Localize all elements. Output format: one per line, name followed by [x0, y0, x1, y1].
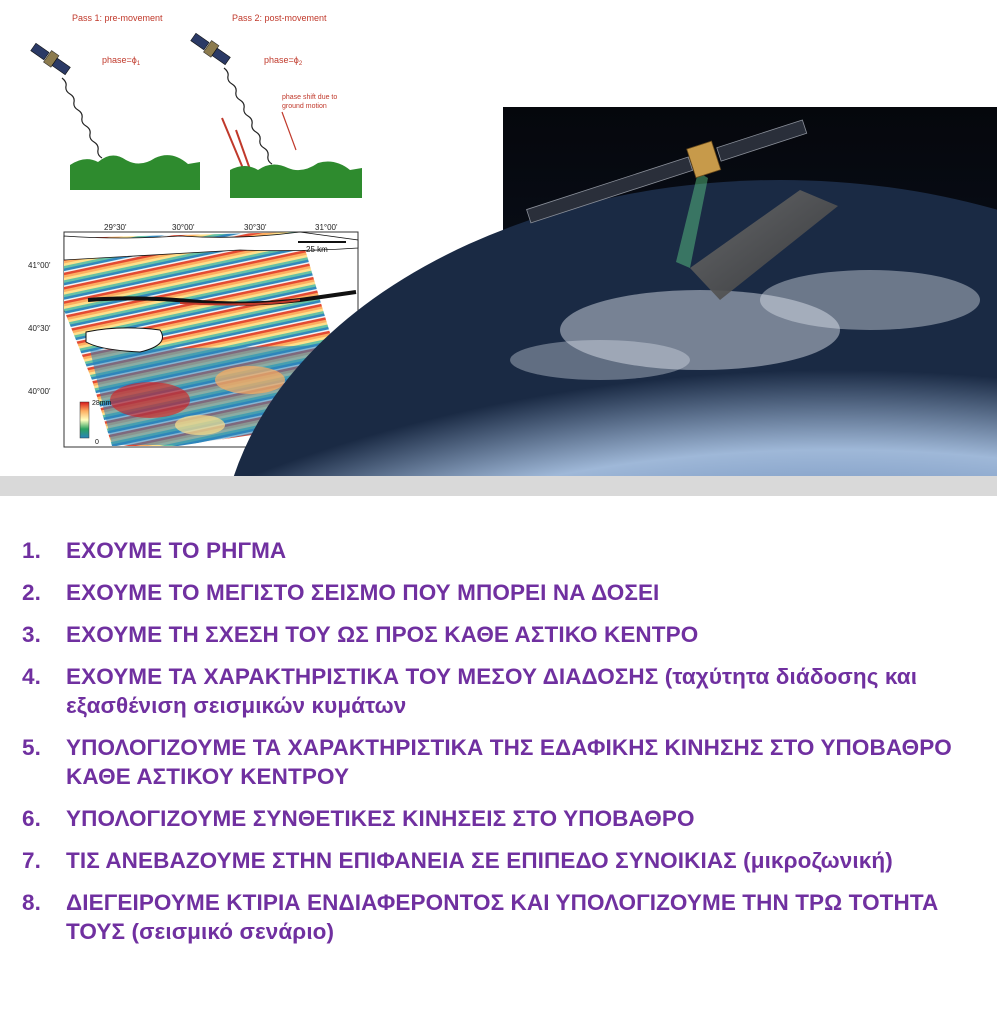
list-item: 7. ΤΙΣ ΑΝΕΒΑΖΟΥΜΕ ΣΤΗΝ ΕΠΙΦΑΝΕΙΑ ΣΕ ΕΠΙΠΕΔΟ ΣΥΝΟΙΚΙΑΣ (μικροζωνική) [22, 848, 893, 873]
ground-2 [230, 162, 362, 198]
figure-panel [0, 0, 997, 476]
satellite-icon [30, 41, 72, 77]
list-item: 3. ΕΧΟΥΜΕ ΤΗ ΣΧΕΣΗ ΤΟΥ ΩΣ ΠΡΟΣ ΚΑΘΕ ΑΣΤΙΚΟ ΚΕΝΤΡΟ [22, 622, 699, 647]
section-divider [0, 476, 997, 496]
list-item: 6. ΥΠΟΛΟΓΙΖΟΥΜΕ ΣΥΝΘΕΤΙΚΕΣ ΚΙΝΗΣΕΙΣ ΣΤΟ ΥΠΟΒΑΘΡΟ [22, 806, 695, 831]
phase2-label: $phase=\phi_2$ [264, 55, 303, 67]
lon-tick-2: 30°00' [172, 223, 195, 232]
lat-tick-1: 41°00' [28, 261, 51, 270]
colorbar [80, 402, 89, 438]
colorbar-min: 0 [95, 439, 99, 446]
steps-list [22, 536, 982, 959]
satellite-icon-2 [190, 31, 232, 67]
lon-tick-1: 29°30' [104, 223, 127, 232]
lon-tick-3: 30°30' [244, 223, 267, 232]
pass2-title: Pass 2: post-movement [232, 13, 327, 23]
lat-tick-2: 40°30' [28, 324, 51, 333]
list-item: 2. ΕΧΟΥΜΕ ΤΟ ΜΕΓΙΣΤΟ ΣΕΙΣΜΟ ΠΟΥ ΜΠΟΡΕΙ ΝΑ ΔΟΣΕΙ [22, 580, 660, 605]
list-item: 4. ΕΧΟΥΜΕ ΤΑ ΧΑΡΑΚΤΗΡΙΣΤΙΚΑ ΤΟΥ ΜΕΣΟΥ ΔΙΑΔΟΣΗΣ (ταχύτητα διάδοσης και εξασθένιση σεισμικών κυμάτων [22, 664, 918, 718]
phase1-label: $phase=\phi_1$ [102, 55, 141, 67]
radar-wave-2 [224, 68, 272, 164]
phase-shift-label-1: phase shift due to [282, 94, 338, 101]
phase-shift-label-2: ground motion [282, 103, 327, 110]
list-item: 8. ΔΙΕΓΕΙΡΟΥΜΕ ΚΤΙΡΙΑ ΕΝΔΙΑΦΕΡΟΝΤΟΣ ΚΑΙ ΥΠΟΛΟΓΙΖΟΥΜΕ ΤΗΝ ΤΡΩ ΤΟΤΗΤΑ ΤΟΥΣ (σεισμικό σενάριο) [22, 890, 939, 944]
ground-1 [70, 155, 200, 190]
lon-tick-4: 31°00' [315, 223, 338, 232]
phase-shift-arrow [282, 112, 296, 150]
radar-wave-1 [62, 78, 102, 158]
lat-tick-3: 40°00' [28, 387, 51, 396]
scale-label: 25 km [306, 245, 328, 254]
colorbar-max: 28mm [92, 400, 112, 407]
list-item: 5. ΥΠΟΛΟΓΙΖΟΥΜΕ ΤΑ ΧΑΡΑΚΤΗΡΙΣΤΙΚΑ ΤΗΣ ΕΔΑΦΙΚΗΣ ΚΙΝΗΣΗΣ ΣΤΟ ΥΠΟΒΑΘΡΟ ΚΑΘΕ ΑΣΤΙΚΟΥ ΚΕΝΤΡΟΥ [22, 735, 952, 789]
list-item: 1. ΕΧΟΥΜΕ ΤΟ ΡΗΓΜΑ [22, 538, 287, 563]
pass1-title: Pass 1: pre-movement [72, 13, 163, 23]
